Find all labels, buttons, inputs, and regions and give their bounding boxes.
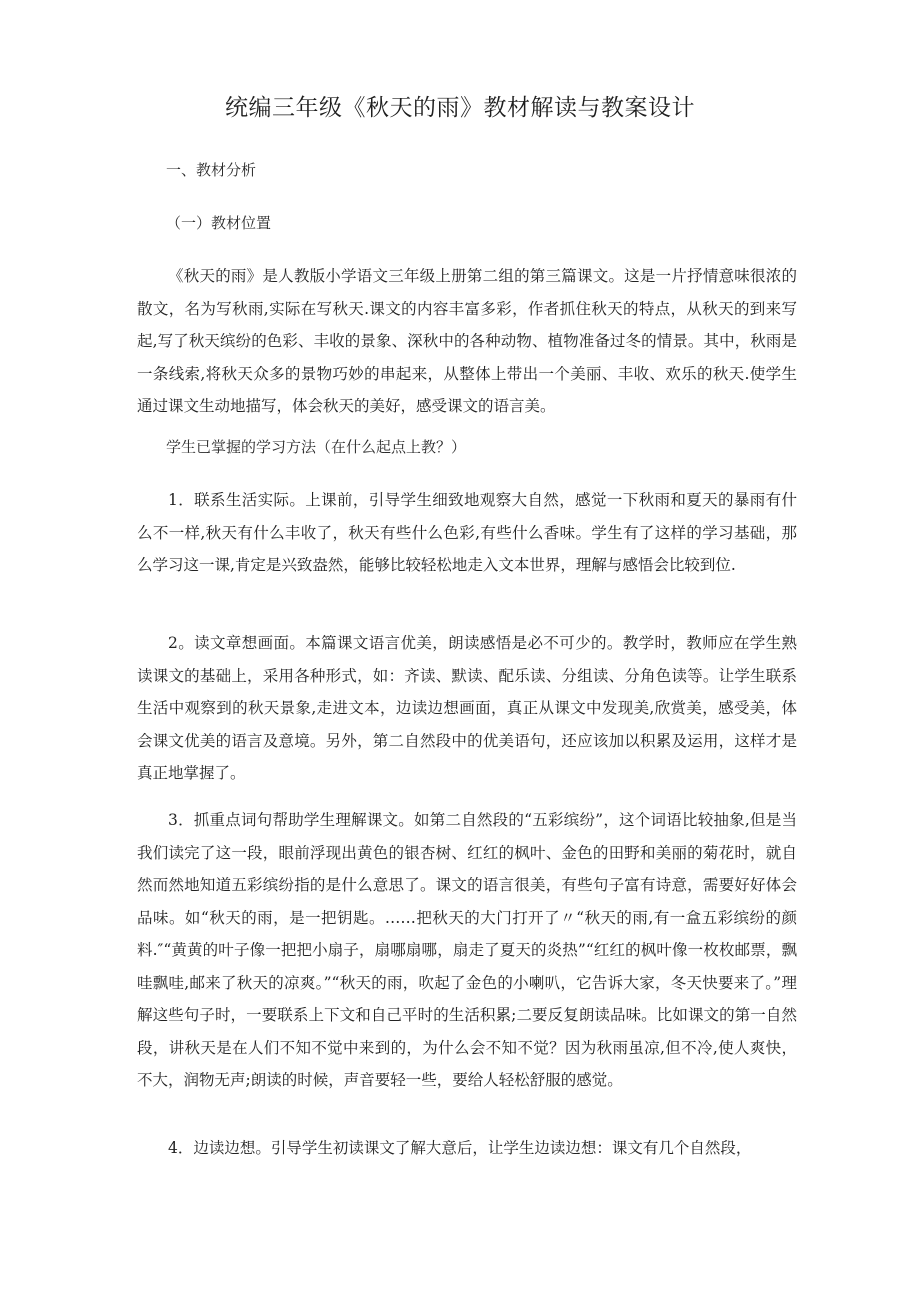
page-title: 统编三年级《秋天的雨》教材解读与教案设计 — [225, 95, 695, 121]
paragraph-method-1: 1．联系生活实际。上课前，引导学生细致地观察大自然，感觉一下秋雨和夏天的暴雨有什么不一样,秋天有什么丰收了，秋天有些什么色彩,有些什么香味。学生有了这样的学习基础，那么学习这一课,肯定是兴致盎然，能够比较轻松地走入文本世界，理解与感悟会比较到位. — [137, 491, 797, 574]
subsection-heading-textbook-position: （一）教材位置 — [166, 214, 272, 232]
paragraph-method-2: 2。读文章想画面。本篇课文语言优美，朗读感悟是必不可少的。教学时，教师应在学生熟读课文的基础上，采用各种形式，如：齐读、默读、配乐读、分组读、分角色读等。让学生联系生活中观察到的秋天景象,走进文本，边读边想画面，真正从课文中发现美,欣赏美，感受美，体会课文优美的语言及意境。另外，第二自然段中的优美语句，还应该加以积累及运用，这样才是真正地掌握了。 — [137, 634, 797, 782]
paragraph-method-4: 4．边读边想。引导学生初读课文了解大意后，让学生边读边想：课文有几个自然段， — [168, 1139, 752, 1157]
paragraph-method-3: 3．抓重点词句帮助学生理解课文。如第二自然段的“五彩缤纷”，这个词语比较抽象,但是当我们读完了这一段，眼前浮现出黄色的银杏树、红红的枫叶、金色的田野和美丽的菊花时，就自然而然地知道五彩缤纷指的是什么意思了。课文的语言很美，有些句子富有诗意，需要好好体会品味。如“秋天的雨，是一把钥匙。……把秋天的大门打开了〃“秋天的雨,有一盒五彩缤纷的颜料.″“黄黄的叶子像一把把小扇子，扇哪扇哪，扇走了夏天的炎热”“红红的枫叶像一枚枚邮票，飘哇飘哇,邮来了秋天的凉爽。”“秋天的雨，吹起了金色的小喇叭，它告诉大家，冬天快要来了。”理解这些句子时，一要联系上下文和自己平时的生活积累;二要反复朗读品味。比如课文的第一自然段，讲秋天是在人们不知不觉中来到的，为什么会不知不觉？因为秋雨虽凉,但不冷,使人爽快，不大，润物无声;朗读的时候，声音要轻一些，要给人轻松舒服的感觉。 — [137, 811, 797, 1089]
methods-heading: 学生已掌握的学习方法（在什么起点上教？） — [166, 438, 467, 456]
section-heading-textbook-analysis: 一、教材分析 — [166, 161, 257, 179]
paragraph-intro: 《秋天的雨》是人教版小学语文三年级上册第二组的第三篇课文。这是一片抒情意味很浓的散文，名为写秋雨,实际在写秋天.课文的内容丰富多彩，作者抓住秋天的特点，从秋天的到来写起,写了秋天缤纷的色彩、丰收的景象、深秋中的各种动物、植物准备过冬的情景。其中，秋雨是一条线索,将秋天众多的景物巧妙的串起来，从整体上带出一个美丽、丰收、欢乐的秋天.使学生通过课文生动地描写，体会秋天的美好，感受课文的语言美。 — [137, 267, 797, 415]
